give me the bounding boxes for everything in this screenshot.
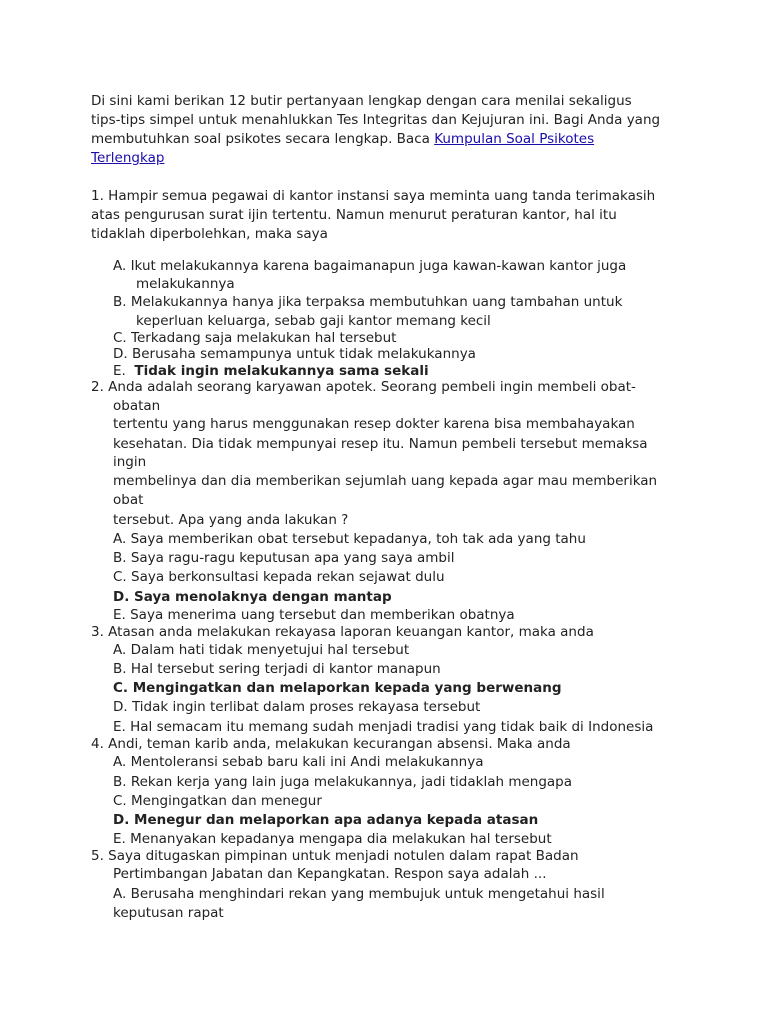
q2-line-7: obat — [113, 492, 144, 508]
q5-line-2: Pertimbangan Jabatan dan Kepangkatan. Respon saya adalah ... — [113, 866, 547, 882]
intro-line-4 — [91, 149, 164, 167]
q1-option-e-letter: E. — [113, 363, 126, 379]
q2-option-a: A. Saya memberikan obat tersebut kepadanya, toh tak ada yang tahu — [113, 531, 586, 547]
q5-line-1: 5. Saya ditugaskan pimpinan untuk menjadi notulen dalam rapat Badan — [91, 848, 579, 864]
q4-option-c: C. Mengingatkan dan menegur — [113, 793, 322, 809]
q4-option-b: B. Rekan kerja yang lain juga melakukannya, jadi tidaklah mengapa — [113, 774, 573, 790]
q5-option-a-cont: keputusan rapat — [113, 905, 224, 921]
q4-option-a: A. Mentoleransi sebab baru kali ini Andi melakukannya — [113, 754, 484, 770]
q1-option-e-answer: Tidak ingin melakukannya sama sekali — [134, 363, 429, 379]
q2-option-d-answer: D. Saya menolaknya dengan mantap — [113, 589, 392, 605]
intro-line-1: Di sini kami berikan 12 butir pertanyaan lengkap dengan cara menilai sekaligus — [91, 93, 632, 109]
q2-option-c: C. Saya berkonsultasi kepada rekan sejawat dulu — [113, 569, 445, 585]
q2-line-4: kesehatan. Dia tidak mempunyai resep itu. Namun pembeli tersebut memaksa — [113, 436, 648, 452]
q2-line-3: tertentu yang harus menggunakan resep dokter karena bisa membahayakan — [113, 416, 635, 432]
q1-option-a-cont: melakukannya — [136, 276, 235, 292]
q1-line-2: atas pengurusan surat ijin tertentu. Namun menurut peraturan kantor, hal itu — [91, 207, 617, 223]
q4-option-d-answer: D. Menegur dan melaporkan apa adanya kepada atasan — [113, 812, 539, 828]
q3-option-e: E. Hal semacam itu memang sudah menjadi tradisi yang tidak baik di Indonesia — [113, 719, 654, 735]
q1-option-b-cont: keperluan keluarga, sebab gaji kantor memang kecil — [136, 313, 491, 329]
q2-line-8: tersebut. Apa yang anda lakukan ? — [113, 512, 349, 528]
q1-option-a: A. Ikut melakukannya karena bagaimanapun juga kawan-kawan kantor juga — [113, 258, 627, 274]
q2-option-b: B. Saya ragu-ragu keputusan apa yang saya ambil — [113, 550, 455, 566]
q1-option-c: C. Terkadang saja melakukan hal tersebut — [113, 330, 397, 346]
q3-option-b: B. Hal tersebut sering terjadi di kantor manapun — [113, 661, 441, 677]
q1-option-d: D. Berusaha semampunya untuk tidak melakukannya — [113, 346, 476, 362]
q2-option-e: E. Saya menerima uang tersebut dan memberikan obatnya — [113, 607, 515, 623]
q2-line-1: 2. Anda adalah seorang karyawan apotek. Seorang pembeli ingin membeli obat- — [91, 379, 636, 395]
intro-line-2: tips-tips simpel untuk menahlukkan Tes Integritas dan Kejujuran ini. Bagi Anda yang — [91, 112, 661, 128]
q3-option-c-answer: C. Mengingatkan dan melaporkan kepada yang berwenang — [113, 680, 562, 696]
q3-line-1: 3. Atasan anda melakukan rekayasa laporan keuangan kantor, maka anda — [91, 624, 594, 640]
q3-option-d: D. Tidak ingin terlibat dalam proses rekayasa tersebut — [113, 699, 481, 715]
q5-option-a: A. Berusaha menghindari rekan yang membujuk untuk mengetahui hasil — [113, 886, 605, 902]
q2-line-2: obatan — [113, 398, 161, 414]
q4-option-e: E. Menanyakan kepadanya mengapa dia melakukan hal tersebut — [113, 831, 552, 847]
q1-line-3: tidaklah diperbolehkan, maka saya — [91, 226, 328, 242]
q2-line-5: ingin — [113, 454, 147, 470]
q3-option-a: A. Dalam hati tidak menyetujui hal tersebut — [113, 642, 410, 658]
q4-line-1: 4. Andi, teman karib anda, melakukan kecurangan absensi. Maka anda — [91, 736, 571, 752]
psikotes-link-continued[interactable]: Terlengkap — [91, 150, 165, 166]
intro-line-3-text: membutuhkan soal psikotes secara lengkap. Baca — [91, 131, 435, 147]
q1-option-b: B. Melakukannya hanya jika terpaksa membutuhkan uang tambahan untuk — [113, 294, 623, 310]
psikotes-link[interactable]: Kumpulan Soal Psikotes — [434, 131, 595, 147]
q2-line-6: membelinya dan dia memberikan sejumlah uang kepada agar mau memberikan — [113, 473, 658, 489]
intro-line-3 — [91, 130, 594, 148]
q1-line-1: 1. Hampir semua pegawai di kantor instansi saya meminta uang tanda terimakasih — [91, 188, 656, 204]
